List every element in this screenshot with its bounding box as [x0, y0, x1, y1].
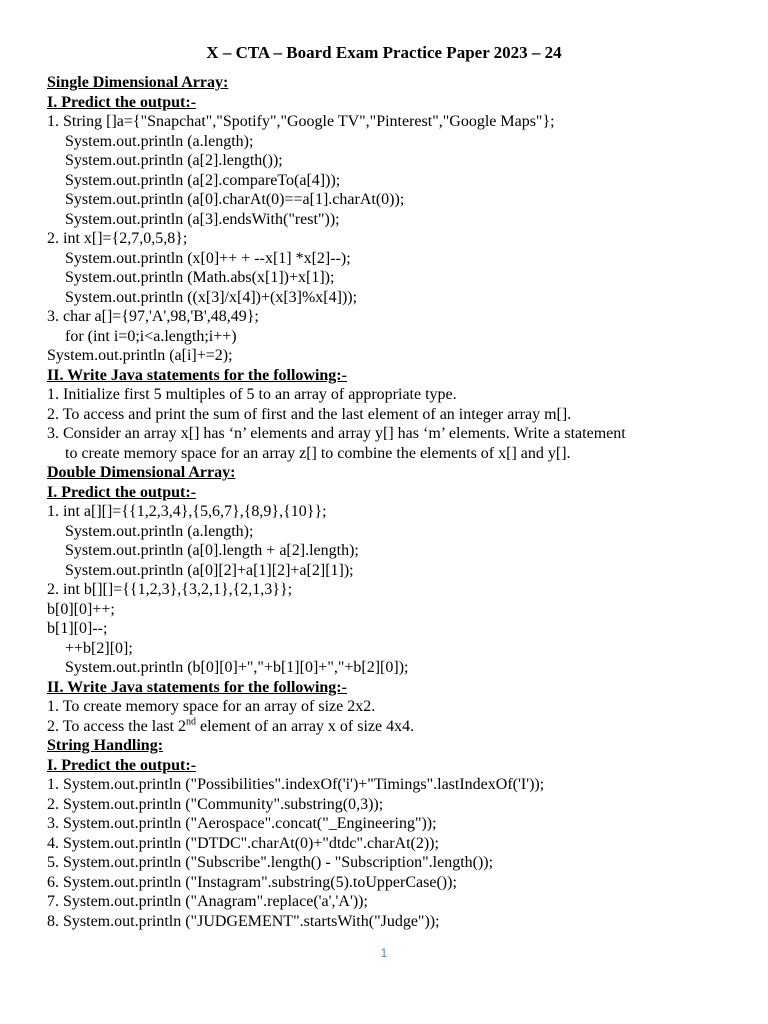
- question-line: 2. int b[][]={{1,2,3},{3,2,1},{2,1,3}};: [47, 581, 293, 598]
- document-body: [47, 73, 727, 931]
- superscript-text: nd: [186, 716, 196, 728]
- section-heading: [47, 463, 727, 483]
- question-line: ++b[2][0];: [65, 639, 133, 657]
- question-line: 3. Consider an array x[] has ‘n’ elements and array y[] has ‘m’ elements. Write a statement: [47, 425, 626, 442]
- question-line: 6. System.out.println ("Instagram".substring(5).toUpperCase());: [47, 873, 457, 891]
- heading-text: II. Write Java statements for the following:-: [47, 678, 347, 696]
- question-line: 1. int a[][]={{1,2,3,4},{5,6,7},{8,9},{10}};: [47, 503, 327, 520]
- heading-text: I. Predict the output:-: [47, 93, 197, 111]
- question-line: 1. String []a={"Snapchat","Spotify","Google TV","Pinterest","Google Maps"};: [47, 113, 555, 130]
- section-heading: [47, 678, 727, 698]
- question-line: [47, 717, 727, 737]
- question-line: System.out.println (a[0][2]+a[1][2]+a[2][1]);: [65, 561, 354, 579]
- question-line: System.out.println (a[i]+=2);: [47, 347, 233, 364]
- heading-text: String Handling:: [47, 737, 164, 754]
- question-line: System.out.println (a[2].length());: [65, 152, 283, 169]
- line-text: element of an array x of size 4x4.: [196, 717, 415, 735]
- question-line: System.out.println (b[0][0]+","+b[1][0]+","+b[2][0]);: [65, 659, 409, 676]
- question-line: 3. char a[]={97,'A',98,'B',48,49};: [47, 308, 259, 325]
- section-heading: [47, 366, 727, 386]
- question-line: 3. System.out.println ("Aerospace".concat("_Engineering"));: [47, 815, 437, 832]
- section-heading: [47, 93, 727, 113]
- question-line: 1. Initialize first 5 multiples of 5 to an array of appropriate type.: [47, 386, 457, 403]
- heading-text: Single Dimensional Array:: [47, 74, 229, 91]
- question-line: 5. System.out.println ("Subscribe".length() - "Subscription".length());: [47, 854, 494, 871]
- question-line: 2. System.out.println ("Community".substring(0,3));: [47, 795, 384, 813]
- question-line: 7. System.out.println ("Anagram".replace('a','A'));: [47, 893, 368, 910]
- question-line: 1. System.out.println ("Possibilities".indexOf('i')+"Timings".lastIndexOf('I'));: [47, 776, 545, 793]
- page-number: 1: [380, 946, 388, 960]
- question-line: to create memory space for an array z[] to combine the elements of x[] and y[].: [65, 444, 571, 462]
- question-line: 1. To create memory space for an array of size 2x2.: [47, 698, 376, 715]
- question-line: System.out.println (a[3].endsWith("rest"));: [65, 210, 340, 228]
- question-line: System.out.println (a[0].charAt(0)==a[1].charAt(0));: [65, 191, 405, 208]
- line-text: 2. To access the last 2: [47, 717, 186, 735]
- question-line: System.out.println (a.length);: [65, 132, 254, 150]
- page-title: X – CTA – Board Exam Practice Paper 2023 – 24: [206, 43, 562, 62]
- heading-text: I. Predict the output:-: [47, 483, 197, 501]
- question-line: for (int i=0;i<a.length;i++): [65, 327, 237, 345]
- question-line: 2. int x[]={2,7,0,5,8};: [47, 230, 188, 247]
- question-line: System.out.println (Math.abs(x[1])+x[1]);: [65, 269, 335, 286]
- question-line: b[1][0]--;: [47, 620, 108, 637]
- section-heading: [47, 73, 727, 93]
- question-line: 2. To access and print the sum of first and the last element of an integer array m[].: [47, 405, 572, 423]
- heading-text: I. Predict the output:-: [47, 756, 197, 774]
- section-heading: [47, 483, 727, 503]
- section-heading: [47, 756, 727, 776]
- question-line: 4. System.out.println ("DTDC".charAt(0)+"dtdc".charAt(2));: [47, 834, 439, 852]
- question-line: 8. System.out.println ("JUDGEMENT".startsWith("Judge"));: [47, 912, 440, 930]
- question-line: b[0][0]++;: [47, 600, 115, 618]
- section-heading: [47, 736, 727, 756]
- question-line: System.out.println (x[0]++ + --x[1] *x[2]--);: [65, 249, 351, 267]
- question-line: System.out.println (a.length);: [65, 522, 254, 540]
- question-line: System.out.println ((x[3]/x[4])+(x[3]%x[4]));: [65, 288, 358, 306]
- question-line: System.out.println (a[0].length + a[2].length);: [65, 542, 359, 559]
- heading-text: II. Write Java statements for the following:-: [47, 366, 347, 384]
- heading-text: Double Dimensional Array:: [47, 464, 236, 481]
- question-line: System.out.println (a[2].compareTo(a[4]));: [65, 171, 341, 189]
